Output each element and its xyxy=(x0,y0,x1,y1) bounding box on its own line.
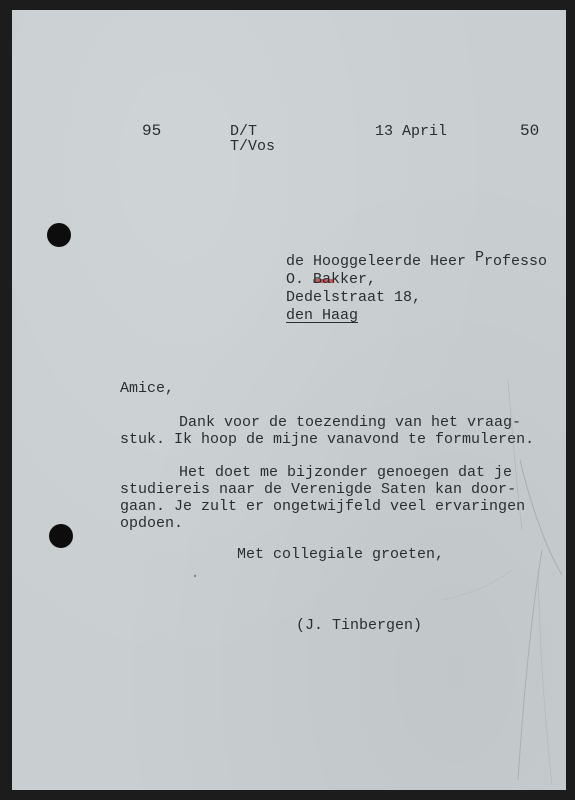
punch-hole-top xyxy=(47,223,71,247)
letter-year: 50 xyxy=(520,122,540,140)
punch-hole-bottom xyxy=(49,524,73,548)
recipient-street: Dedelstraat 18, xyxy=(286,289,422,306)
reference-typist: T/Vos xyxy=(230,138,276,155)
recipient-city: den Haag xyxy=(286,307,359,324)
paragraph-2-line-1: Het doet me bijzonder genoegen dat je xyxy=(179,464,513,481)
pencil-strokes xyxy=(12,10,566,790)
recipient-title-rest: rofesso xyxy=(484,253,548,270)
reference-initials: D/T xyxy=(230,123,258,140)
paragraph-2-line-2: studiereis naar de Verenigde Saten kan door- xyxy=(120,481,517,498)
closing: Met collegiale groeten, xyxy=(237,546,445,563)
paragraph-2-line-3: gaan. Je zult er ongetwijfeld veel ervaringen xyxy=(120,498,526,515)
recipient-name: O. Bakker, xyxy=(286,271,377,288)
letter-page xyxy=(12,10,566,790)
paragraph-2-line-4: opdoen. xyxy=(120,515,184,532)
signature: (J. Tinbergen) xyxy=(296,617,423,634)
recipient-title-line xyxy=(286,249,548,270)
letter-date: 13 April xyxy=(375,123,448,140)
letter-number: 95 xyxy=(142,122,162,140)
recipient-title-part: de Hooggeleerde Heer xyxy=(286,253,476,270)
paragraph-1-line-1: Dank voor de toezending van het vraag- xyxy=(179,414,522,431)
paragraph-1-line-2: stuk. Ik hoop de mijne vanavond te formuleren. xyxy=(120,431,535,448)
recipient-title-raised-letter: P xyxy=(475,249,485,266)
salutation: Amice, xyxy=(120,380,175,397)
